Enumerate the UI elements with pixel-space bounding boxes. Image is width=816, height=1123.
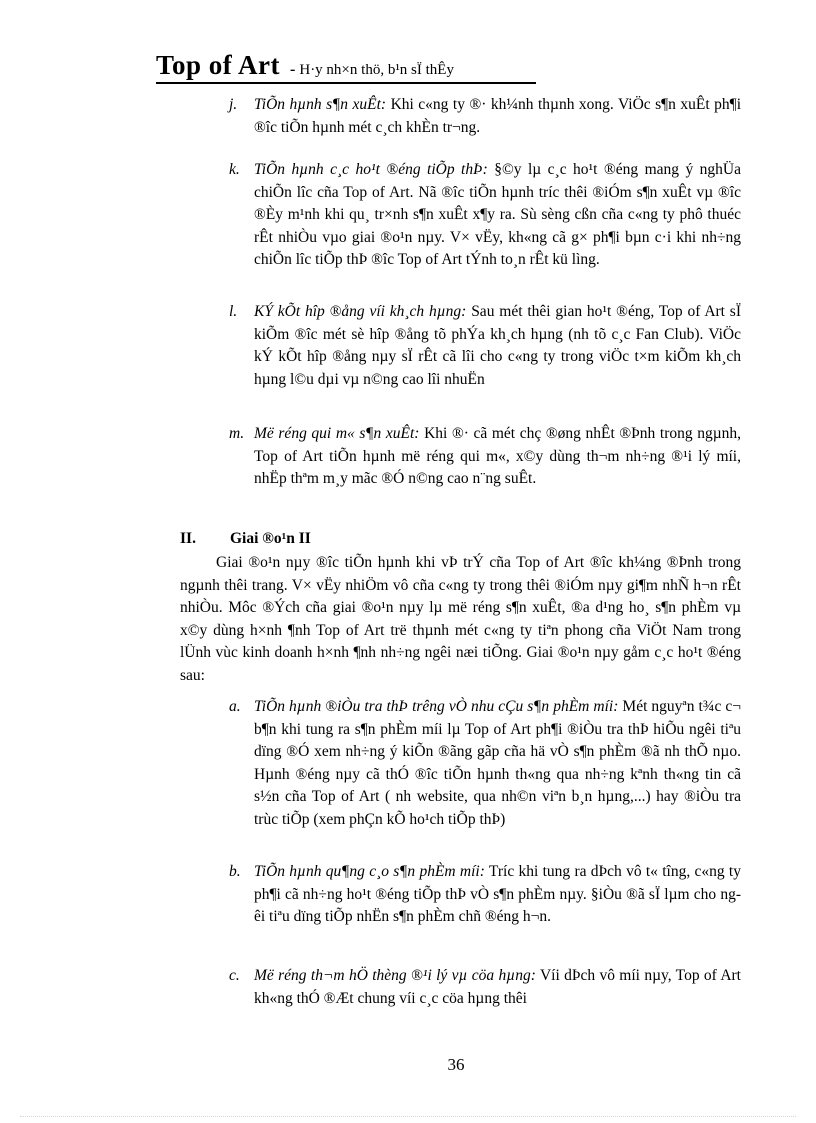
list-item-l (229, 301, 741, 391)
item-text: Mét nguyªn t¾c c¬ b¶n khi tung ra s¶n phÈm míi lµ Top of Art ph¶i ®iÒu tra thÞ hiÕu ngêi tiªu dïng ®Ó xem nh÷ng ý kiÕn ®ãng gãp cña hä vÒ s¶n phÈm ®ã nh thÕ nµo. Hµnh ®éng nµy cã thÓ ®îc tiÕn hµnh th«ng qua nh÷ng kªnh th«ng tin cã s½n cña Top of Art ( nh website, qua nh©n viªn b¸n hµng,...) hay ®iÒu tra trùc tiÕp (xem phÇn kÕ ho¹ch tiÕp thÞ) (254, 698, 741, 828)
section-paragraph: Giai ®o¹n nµy ®îc tiÕn hµnh khi vÞ trÝ cña Top of Art ®îc kh¼ng ®Þnh trong ngµnh thêi trang. V× vËy nhiÖm vô cña c«ng ty trong thêi ®iÓm nµy gi¶m nhÑ h¬n rÊt nhiÒu. Môc ®Ých cña giai ®o¹n nµy lµ më réng s¶n xuÊt, ®a d¹ng ho¸ s¶n phÈm vµ x©y dùng h×nh ¶nh Top of Art trë thµnh mét c«ng ty tiªn phong cña ViÖt Nam trong lÜnh vùc kinh doanh h×nh ¶nh nh÷ng ngêi næi tiÕng. Giai ®o¹n nµy gåm c¸c ho¹t ®éng sau: (180, 554, 741, 684)
item-text: Khi ®· cã mét chç ®øng nhÊt ®Þnh trong ngµnh, Top of Art tiÕn hµnh më réng qui m«, x©y dùng th¬m nh÷ng ®¹i lý míi, nhËp thªm m¸y mãc ®Ó n©ng cao n¨ng suÊt. (254, 425, 742, 488)
list-item-k (229, 159, 741, 272)
list-item-a (229, 696, 741, 832)
running-header (156, 50, 536, 84)
list-item-b (229, 861, 741, 929)
header-separator: - (290, 61, 296, 78)
item-lead: Më réng qui m« s¶n xuÊt: (254, 425, 420, 442)
list-marker: b. (229, 863, 241, 880)
header-subtitle: H·y nh×n thö, b¹n sÏ thÊy (299, 62, 454, 78)
list-item-j (229, 94, 741, 139)
list-item-c (229, 965, 741, 1010)
page-bottom-divider (20, 1116, 796, 1117)
item-lead: KÝ kÕt hîp ®ång víi kh¸ch hµng: (254, 303, 467, 320)
list-marker: j. (229, 96, 238, 113)
header-title: Top of Art (156, 50, 281, 80)
item-lead: TiÕn hµnh c¸c ho¹t ®éng tiÕp thÞ: (254, 161, 488, 178)
item-lead: TiÕn hµnh qu¶ng c¸o s¶n phÈm míi: (254, 863, 485, 880)
list-item-m (229, 423, 741, 491)
page-number: 36 (447, 1055, 465, 1074)
item-text: Tríc khi tung ra dÞch vô t« tîng, c«ng ty ph¶i cã nh÷ng ho¹t ®éng tiÕp thÞ vÒ s¶n phÈm nµy. §iÒu ®ã sÏ lµm cho ngêi tiªu dïng tiÕp nhËn s¶n phÈm chñ ®éng h¬n. (254, 863, 741, 926)
item-text: Víi dÞch vô míi nµy, Top of Art kh«ng thÓ ®Æt chung víi c¸c cöa hµng thêi (254, 967, 741, 1007)
list-marker: m. (229, 425, 245, 442)
item-lead: TiÕn hµnh ®iÒu tra thÞ trêng vÒ nhu cÇu s¶n phÈm míi: (254, 698, 619, 715)
item-lead: Më réng th¬m hÖ thèng ®¹i lý vµ cöa hµng: (254, 967, 536, 984)
list-marker: a. (229, 698, 241, 715)
list-marker: l. (229, 303, 238, 320)
item-text: Sau mét thêi gian ho¹t ®éng, Top of Art sÏ kiÕm ®îc mét sè hîp ®ång tõ phÝa kh¸ch hµng (nh tõ c¸c Fan Club). ViÖc kÝ kÕt hîp ®ång nµy sÏ rÊt cã lîi cho c«ng ty trong viÖc t×m kiÕm kh¸ch hµng l©u dµi vµ n©ng cao lîi nhuËn (254, 303, 741, 388)
section-title: Giai ®o¹n II (230, 530, 311, 547)
section-number: II. (180, 530, 196, 547)
item-lead: TiÕn hµnh s¶n xuÊt: (254, 96, 387, 113)
section-heading (180, 530, 311, 548)
item-text: Khi c«ng ty ®· kh¼nh thµnh xong. ViÖc s¶n xuÊt ph¶i ®îc tiÕn hµnh mét c¸ch khÈn tr¬ng. (254, 96, 741, 136)
list-marker: k. (229, 161, 240, 178)
list-marker: c. (229, 967, 240, 984)
item-text: §©y lµ c¸c ho¹t ®éng mang ý nghÜa chiÕn lîc cña Top of Art. Nã ®îc tiÕn hµnh tríc thêi ®iÓm s¶n xuÊt vµ ®îc ®Èy m¹nh khi qu¸ tr×nh s¶n xuÊt x¶y ra. Sù sèng cßn cña c«ng ty phô thuéc rÊt nhiÒu vµo giai ®o¹n nµy. V× vËy, kh«ng cã g× ph¶i bµn c·i khi nh÷ng chiÕn lîc tiÕp thÞ ®îc Top of Art tÝnh to¸n rÊt kü lìng. (254, 161, 742, 269)
